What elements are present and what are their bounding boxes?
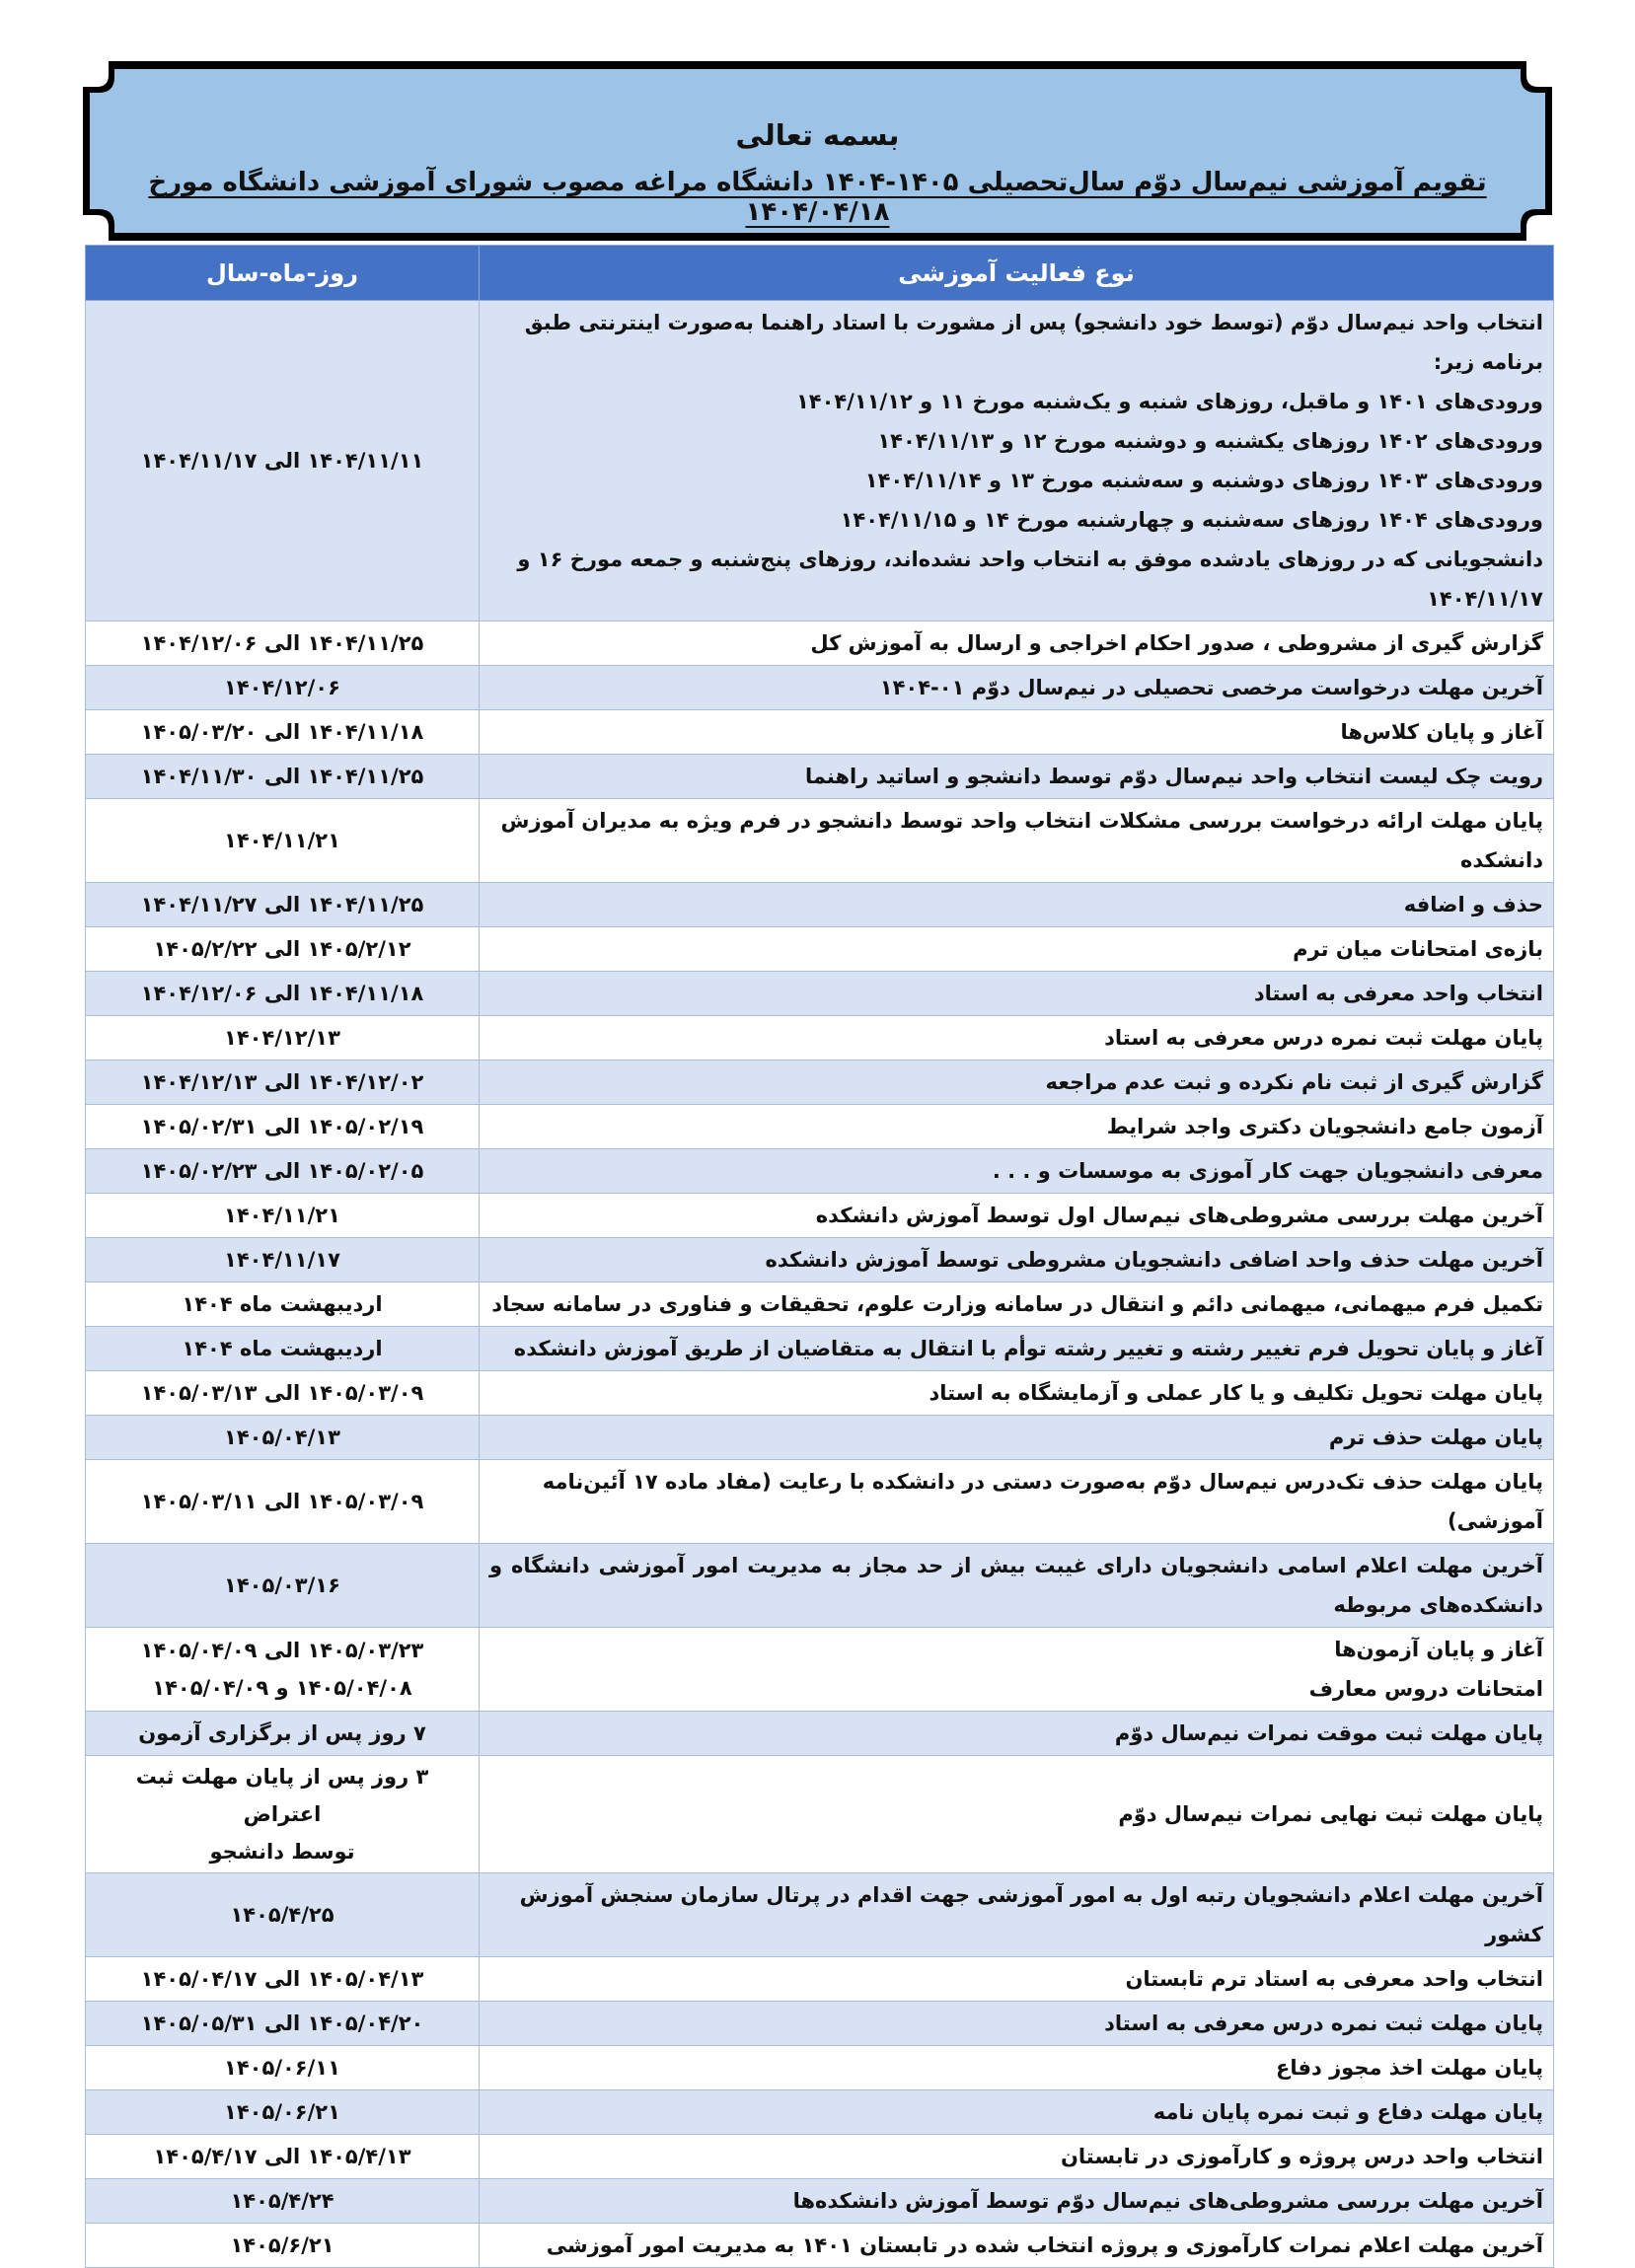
date-text: ۱۴۰۵/۰۶/۱۱: [224, 2056, 340, 2080]
activity-text: ورودی‌های ۱۴۰۲ روزهای یکشنبه و دوشنبه مورخ ۱۲ و ۱۴۰۴/۱۱/۱۳: [877, 429, 1543, 453]
date-text: ۱۴۰۵/۰۶/۲۱: [224, 2100, 340, 2124]
date-text: ۱۴۰۵/۲/۱۲ الی ۱۴۰۵/۲/۲۲: [153, 937, 411, 961]
activity-text: پایان مهلت تحویل تکلیف و یا کار عملی و آزمایشگاه به استاد: [929, 1381, 1543, 1405]
table-row: [86, 1238, 1554, 1282]
date-text: اردیبهشت ماه ۱۴۰۴: [182, 1337, 383, 1360]
table-row: [86, 2002, 1554, 2046]
date-cell: [86, 2090, 480, 2135]
activity-text: بازه‌ی امتحانات میان ترم: [1293, 937, 1543, 961]
date-text: ۱۴۰۵/۰۳/۰۹ الی ۱۴۰۵/۰۳/۱۱: [140, 1490, 424, 1513]
date-text: ۱۴۰۵/۰۳/۲۳ الی ۱۴۰۵/۰۴/۰۹: [140, 1639, 424, 1662]
date-text: توسط دانشجو: [209, 1840, 355, 1864]
table-body: [86, 301, 1554, 2268]
activity-cell: [480, 1460, 1554, 1544]
title-banner: [79, 57, 1556, 245]
activity-cell: [480, 622, 1554, 666]
activity-cell: [480, 666, 1554, 710]
table-row: [86, 1873, 1554, 1957]
date-cell: [86, 1105, 480, 1149]
activity-cell: [480, 1756, 1554, 1873]
table-row: [86, 883, 1554, 927]
date-text: ۱۴۰۵/۰۳/۱۶: [224, 1573, 340, 1597]
column-header-date: روز-ماه-سال: [86, 246, 480, 301]
academic-calendar-table: [85, 245, 1554, 2268]
activity-text: آغاز و پایان تحویل فرم تغییر رشته و تغییر رشته توأم با انتقال به متقاضیان از طریق آموزش دانشکده: [513, 1337, 1543, 1360]
date-text: ۱۴۰۵/۰۴/۱۳ الی ۱۴۰۵/۰۴/۱۷: [140, 1967, 424, 1991]
activity-text: آخرین مهلت اعلام نمرات کارآموزی و پروژه انتخاب شده در تابستان ۱۴۰۱ به مدیریت امور آموزشی: [546, 2233, 1543, 2257]
activity-cell: [480, 1544, 1554, 1628]
date-cell: [86, 927, 480, 972]
date-text: اردیبهشت ماه ۱۴۰۴: [182, 1292, 383, 1316]
activity-text: انتخاب واحد معرفی به استاد ترم تابستان: [1125, 1967, 1543, 1991]
activity-cell: [480, 1194, 1554, 1238]
date-text: ۱۴۰۵/۶/۲۱: [230, 2233, 334, 2257]
activity-cell: [480, 1628, 1554, 1712]
date-text: ۱۴۰۴/۱۲/۰۶: [224, 676, 340, 699]
table-row: [86, 1061, 1554, 1105]
table-row: [86, 1371, 1554, 1416]
date-cell: [86, 1416, 480, 1460]
date-cell: [86, 301, 480, 622]
date-cell: [86, 2046, 480, 2090]
activity-text: پایان مهلت حذف تک‌درس نیم‌سال دوّم به‌صورت دستی در دانشکده با رعایت (مفاد ماده ۱۷ آئین‌نامه آموزشی): [542, 1470, 1543, 1533]
activity-text: آخرین مهلت اعلام دانشجویان رتبه اول به امور آموزشی جهت اقدام در پرتال سازمان سنجش آموزش کشور: [519, 1883, 1543, 1946]
activity-text: ورودی‌های ۱۴۰۱ و ماقبل، روزهای شنبه و یک‌شنبه مورخ ۱۱ و ۱۴۰۴/۱۱/۱۲: [795, 390, 1543, 413]
table-row: [86, 2179, 1554, 2224]
activity-text: گزارش گیری از مشروطی ، صدور احکام اخراجی و ارسال به آموزش کل: [810, 631, 1543, 655]
table-row: [86, 301, 1554, 622]
activity-text: آخرین مهلت درخواست مرخصی تحصیلی در نیم‌سال دوّم ۰۱-۱۴۰۴: [879, 676, 1543, 699]
date-cell: [86, 1016, 480, 1061]
date-text: ۱۴۰۴/۱۱/۲۵ الی ۱۴۰۴/۱۲/۰۶: [140, 631, 424, 655]
table-row: [86, 2090, 1554, 2135]
activity-cell: [480, 1712, 1554, 1756]
activity-cell: [480, 1327, 1554, 1371]
activity-cell: [480, 301, 1554, 622]
date-text: ۱۴۰۵/۴/۲۵: [230, 1903, 334, 1927]
table-row: [86, 1194, 1554, 1238]
activity-text: انتخاب واحد درس پروژه و کارآموزی در تابستان: [1060, 2145, 1543, 2168]
table-row: [86, 1105, 1554, 1149]
table-row: [86, 666, 1554, 710]
activity-text: ورودی‌های ۱۴۰۴ روزهای سه‌شنبه و چهارشنبه مورخ ۱۴ و ۱۴۰۴/۱۱/۱۵: [840, 508, 1543, 532]
date-text: ۳ روز پس از پایان مهلت ثبت اعتراض: [135, 1765, 429, 1826]
date-text: ۱۴۰۵/۰۳/۰۹ الی ۱۴۰۵/۰۳/۱۳: [140, 1381, 424, 1405]
column-header-activity: نوع فعالیت آموزشی: [480, 246, 1554, 301]
table-row: [86, 972, 1554, 1016]
date-cell: [86, 1628, 480, 1712]
activity-cell: [480, 883, 1554, 927]
date-text: ۱۴۰۴/۱۱/۲۵ الی ۱۴۰۴/۱۱/۳۰: [140, 765, 424, 788]
activity-text: تکمیل فرم میهمانی، میهمانی دائم و انتقال در سامانه وزارت علوم، تحقیقات و فناوری در سامانه سجاد: [491, 1292, 1543, 1316]
activity-text: ورودی‌های ۱۴۰۳ روزهای دوشنبه و سه‌شنبه مورخ ۱۳ و ۱۴۰۴/۱۱/۱۴: [864, 469, 1543, 492]
table-row: [86, 755, 1554, 799]
activity-text: پایان مهلت دفاع و ثبت نمره پایان نامه: [1152, 2100, 1543, 2124]
activity-text: پایان مهلت ثبت نهایی نمرات نیم‌سال دوّم: [1118, 1802, 1543, 1826]
date-cell: [86, 622, 480, 666]
activity-text: انتخاب واحد معرفی به استاد: [1253, 982, 1543, 1005]
activity-cell: [480, 710, 1554, 755]
table-row: [86, 1756, 1554, 1873]
date-cell: [86, 883, 480, 927]
date-cell: [86, 1371, 480, 1416]
activity-cell: [480, 1416, 1554, 1460]
table-row: [86, 1016, 1554, 1061]
date-text: ۱۴۰۴/۱۱/۱۷: [224, 1248, 340, 1272]
activity-text: آغاز و پایان کلاس‌ها: [1340, 720, 1543, 744]
activity-text: پایان مهلت اخذ مجوز دفاع: [1276, 2056, 1543, 2080]
activity-text: گزارش گیری از ثبت نام نکرده و ثبت عدم مراجعه: [1045, 1070, 1543, 1094]
date-cell: [86, 1194, 480, 1238]
date-text: ۱۴۰۴/۱۱/۱۸ الی ۱۴۰۵/۰۳/۲۰: [140, 720, 424, 744]
date-cell: [86, 1327, 480, 1371]
date-text: ۱۴۰۴/۱۲/۰۲ الی ۱۴۰۴/۱۲/۱۳: [140, 1070, 424, 1094]
activity-text: رویت چک لیست انتخاب واحد نیم‌سال دوّم توسط دانشجو و اساتید راهنما: [804, 765, 1543, 788]
activity-cell: [480, 927, 1554, 972]
activity-cell: [480, 1149, 1554, 1194]
date-text: ۱۴۰۵/۰۴/۰۸ و ۱۴۰۵/۰۴/۰۹: [152, 1676, 412, 1700]
activity-cell: [480, 1873, 1554, 1957]
date-cell: [86, 2224, 480, 2268]
activity-text: آغاز و پایان آزمون‌ها: [1334, 1638, 1543, 1661]
activity-cell: [480, 1957, 1554, 2002]
date-cell: [86, 1238, 480, 1282]
activity-text: دانشجویانی که در روزهای یادشده موفق به انتخاب واحد نشده‌اند، روزهای پنج‌شنبه و جمعه مورخ ۱۶ و ۱۴۰۴/۱۱/۱۷: [517, 548, 1543, 611]
date-cell: [86, 1712, 480, 1756]
activity-cell: [480, 1105, 1554, 1149]
activity-text: حذف و اضافه: [1403, 893, 1543, 916]
activity-cell: [480, 1282, 1554, 1327]
date-text: ۱۴۰۴/۱۱/۱۱ الی ۱۴۰۴/۱۱/۱۷: [140, 449, 424, 473]
date-cell: [86, 1282, 480, 1327]
activity-text: آزمون جامع دانشجویان دکتری واجد شرایط: [1106, 1115, 1543, 1138]
table-header-row: [86, 246, 1554, 301]
table-row: [86, 1149, 1554, 1194]
table-row: [86, 1628, 1554, 1712]
activity-cell: [480, 2090, 1554, 2135]
date-text: ۱۴۰۴/۱۱/۱۸ الی ۱۴۰۴/۱۲/۰۶: [140, 982, 424, 1005]
activity-cell: [480, 1061, 1554, 1105]
date-cell: [86, 799, 480, 883]
date-cell: [86, 1544, 480, 1628]
activity-cell: [480, 2135, 1554, 2179]
table-row: [86, 1544, 1554, 1628]
date-text: ۱۴۰۵/۰۴/۱۳: [224, 1426, 340, 1449]
activity-cell: [480, 1371, 1554, 1416]
activity-text: انتخاب واحد نیم‌سال دوّم (توسط خود دانشجو) پس از مشورت با استاد راهنما به‌صورت اینترنتی طبق برنامه زیر:: [524, 311, 1543, 374]
date-text: ۱۴۰۴/۱۱/۲۵ الی ۱۴۰۴/۱۱/۲۷: [140, 893, 424, 916]
page-subtitle: تقویم آموزشی نیم‌سال دوّم سال‌تحصیلی ۱۴۰۵-۱۴۰۴ دانشگاه مراغه مصوب شورای آموزشی دانشگاه مورخ ۱۴۰۴/۰۴/۱۸: [148, 168, 1487, 227]
table-row: [86, 1282, 1554, 1327]
date-cell: [86, 1061, 480, 1105]
date-text: ۱۴۰۵/۰۴/۲۰ الی ۱۴۰۵/۰۵/۳۱: [140, 2012, 424, 2035]
date-text: ۷ روز پس از برگزاری آزمون: [138, 1721, 426, 1745]
table-row: [86, 622, 1554, 666]
activity-text: پایان مهلت حذف ترم: [1328, 1426, 1543, 1449]
table-row: [86, 2135, 1554, 2179]
table-row: [86, 1416, 1554, 1460]
activity-text: آخرین مهلت بررسی مشروطی‌های نیم‌سال دوّم توسط آموزش دانشکده‌ها: [792, 2189, 1543, 2213]
date-text: ۱۴۰۵/۰۲/۰۵ الی ۱۴۰۵/۰۲/۲۳: [140, 1159, 424, 1183]
table-row: [86, 2046, 1554, 2090]
table-row: [86, 710, 1554, 755]
activity-cell: [480, 799, 1554, 883]
date-cell: [86, 755, 480, 799]
date-cell: [86, 710, 480, 755]
date-cell: [86, 1873, 480, 1957]
activity-text: پایان مهلت ارائه درخواست بررسی مشکلات انتخاب واحد توسط دانشجو در فرم ویژه به مدیران آموزش دانشکده: [500, 809, 1543, 872]
activity-cell: [480, 972, 1554, 1016]
table-row: [86, 1712, 1554, 1756]
activity-cell: [480, 2002, 1554, 2046]
activity-text: پایان مهلت ثبت موقت نمرات نیم‌سال دوّم: [1114, 1721, 1543, 1745]
page-title: بسمه تعالی: [735, 118, 900, 152]
date-cell: [86, 1149, 480, 1194]
date-text: ۱۴۰۴/۱۱/۲۱: [224, 1204, 340, 1227]
activity-cell: [480, 755, 1554, 799]
date-cell: [86, 972, 480, 1016]
date-cell: [86, 2135, 480, 2179]
activity-text: آخرین مهلت حذف واحد اضافی دانشجویان مشروطی توسط آموزش دانشکده: [765, 1248, 1543, 1272]
date-text: ۱۴۰۵/۴/۱۳ الی ۱۴۰۵/۴/۱۷: [153, 2145, 411, 2168]
date-cell: [86, 2179, 480, 2224]
date-text: ۱۴۰۵/۴/۲۴: [230, 2189, 334, 2213]
date-text: ۱۴۰۴/۱۱/۲۱: [224, 829, 340, 852]
activity-cell: [480, 2224, 1554, 2268]
table-row: [86, 2224, 1554, 2268]
table-row: [86, 1957, 1554, 2002]
date-cell: [86, 1460, 480, 1544]
activity-cell: [480, 1238, 1554, 1282]
date-cell: [86, 2002, 480, 2046]
date-cell: [86, 1756, 480, 1873]
table-row: [86, 799, 1554, 883]
activity-cell: [480, 2046, 1554, 2090]
activity-text: آخرین مهلت اعلام اسامی دانشجویان دارای غیبت بیش از حد مجاز به مدیریت امور آموزشی دانشگاه و دانشکده‌های مربوطه: [489, 1554, 1543, 1617]
activity-cell: [480, 1016, 1554, 1061]
date-text: ۱۴۰۴/۱۲/۱۳: [224, 1026, 340, 1050]
activity-text: پایان مهلت ثبت نمره درس معرفی به استاد: [1104, 2012, 1543, 2035]
activity-text: امتحانات دروس معارف: [1308, 1677, 1543, 1701]
activity-text: پایان مهلت ثبت نمره درس معرفی به استاد: [1104, 1026, 1543, 1050]
date-cell: [86, 1957, 480, 2002]
table-row: [86, 927, 1554, 972]
table-row: [86, 1460, 1554, 1544]
activity-text: معرفی دانشجویان جهت کار آموزی به موسسات و . . .: [992, 1159, 1543, 1183]
activity-cell: [480, 2179, 1554, 2224]
date-cell: [86, 666, 480, 710]
activity-text: آخرین مهلت بررسی مشروطی‌های نیم‌سال اول توسط آموزش دانشکده: [815, 1204, 1543, 1227]
date-text: ۱۴۰۵/۰۲/۱۹ الی ۱۴۰۵/۰۲/۳۱: [140, 1115, 424, 1138]
table-row: [86, 1327, 1554, 1371]
